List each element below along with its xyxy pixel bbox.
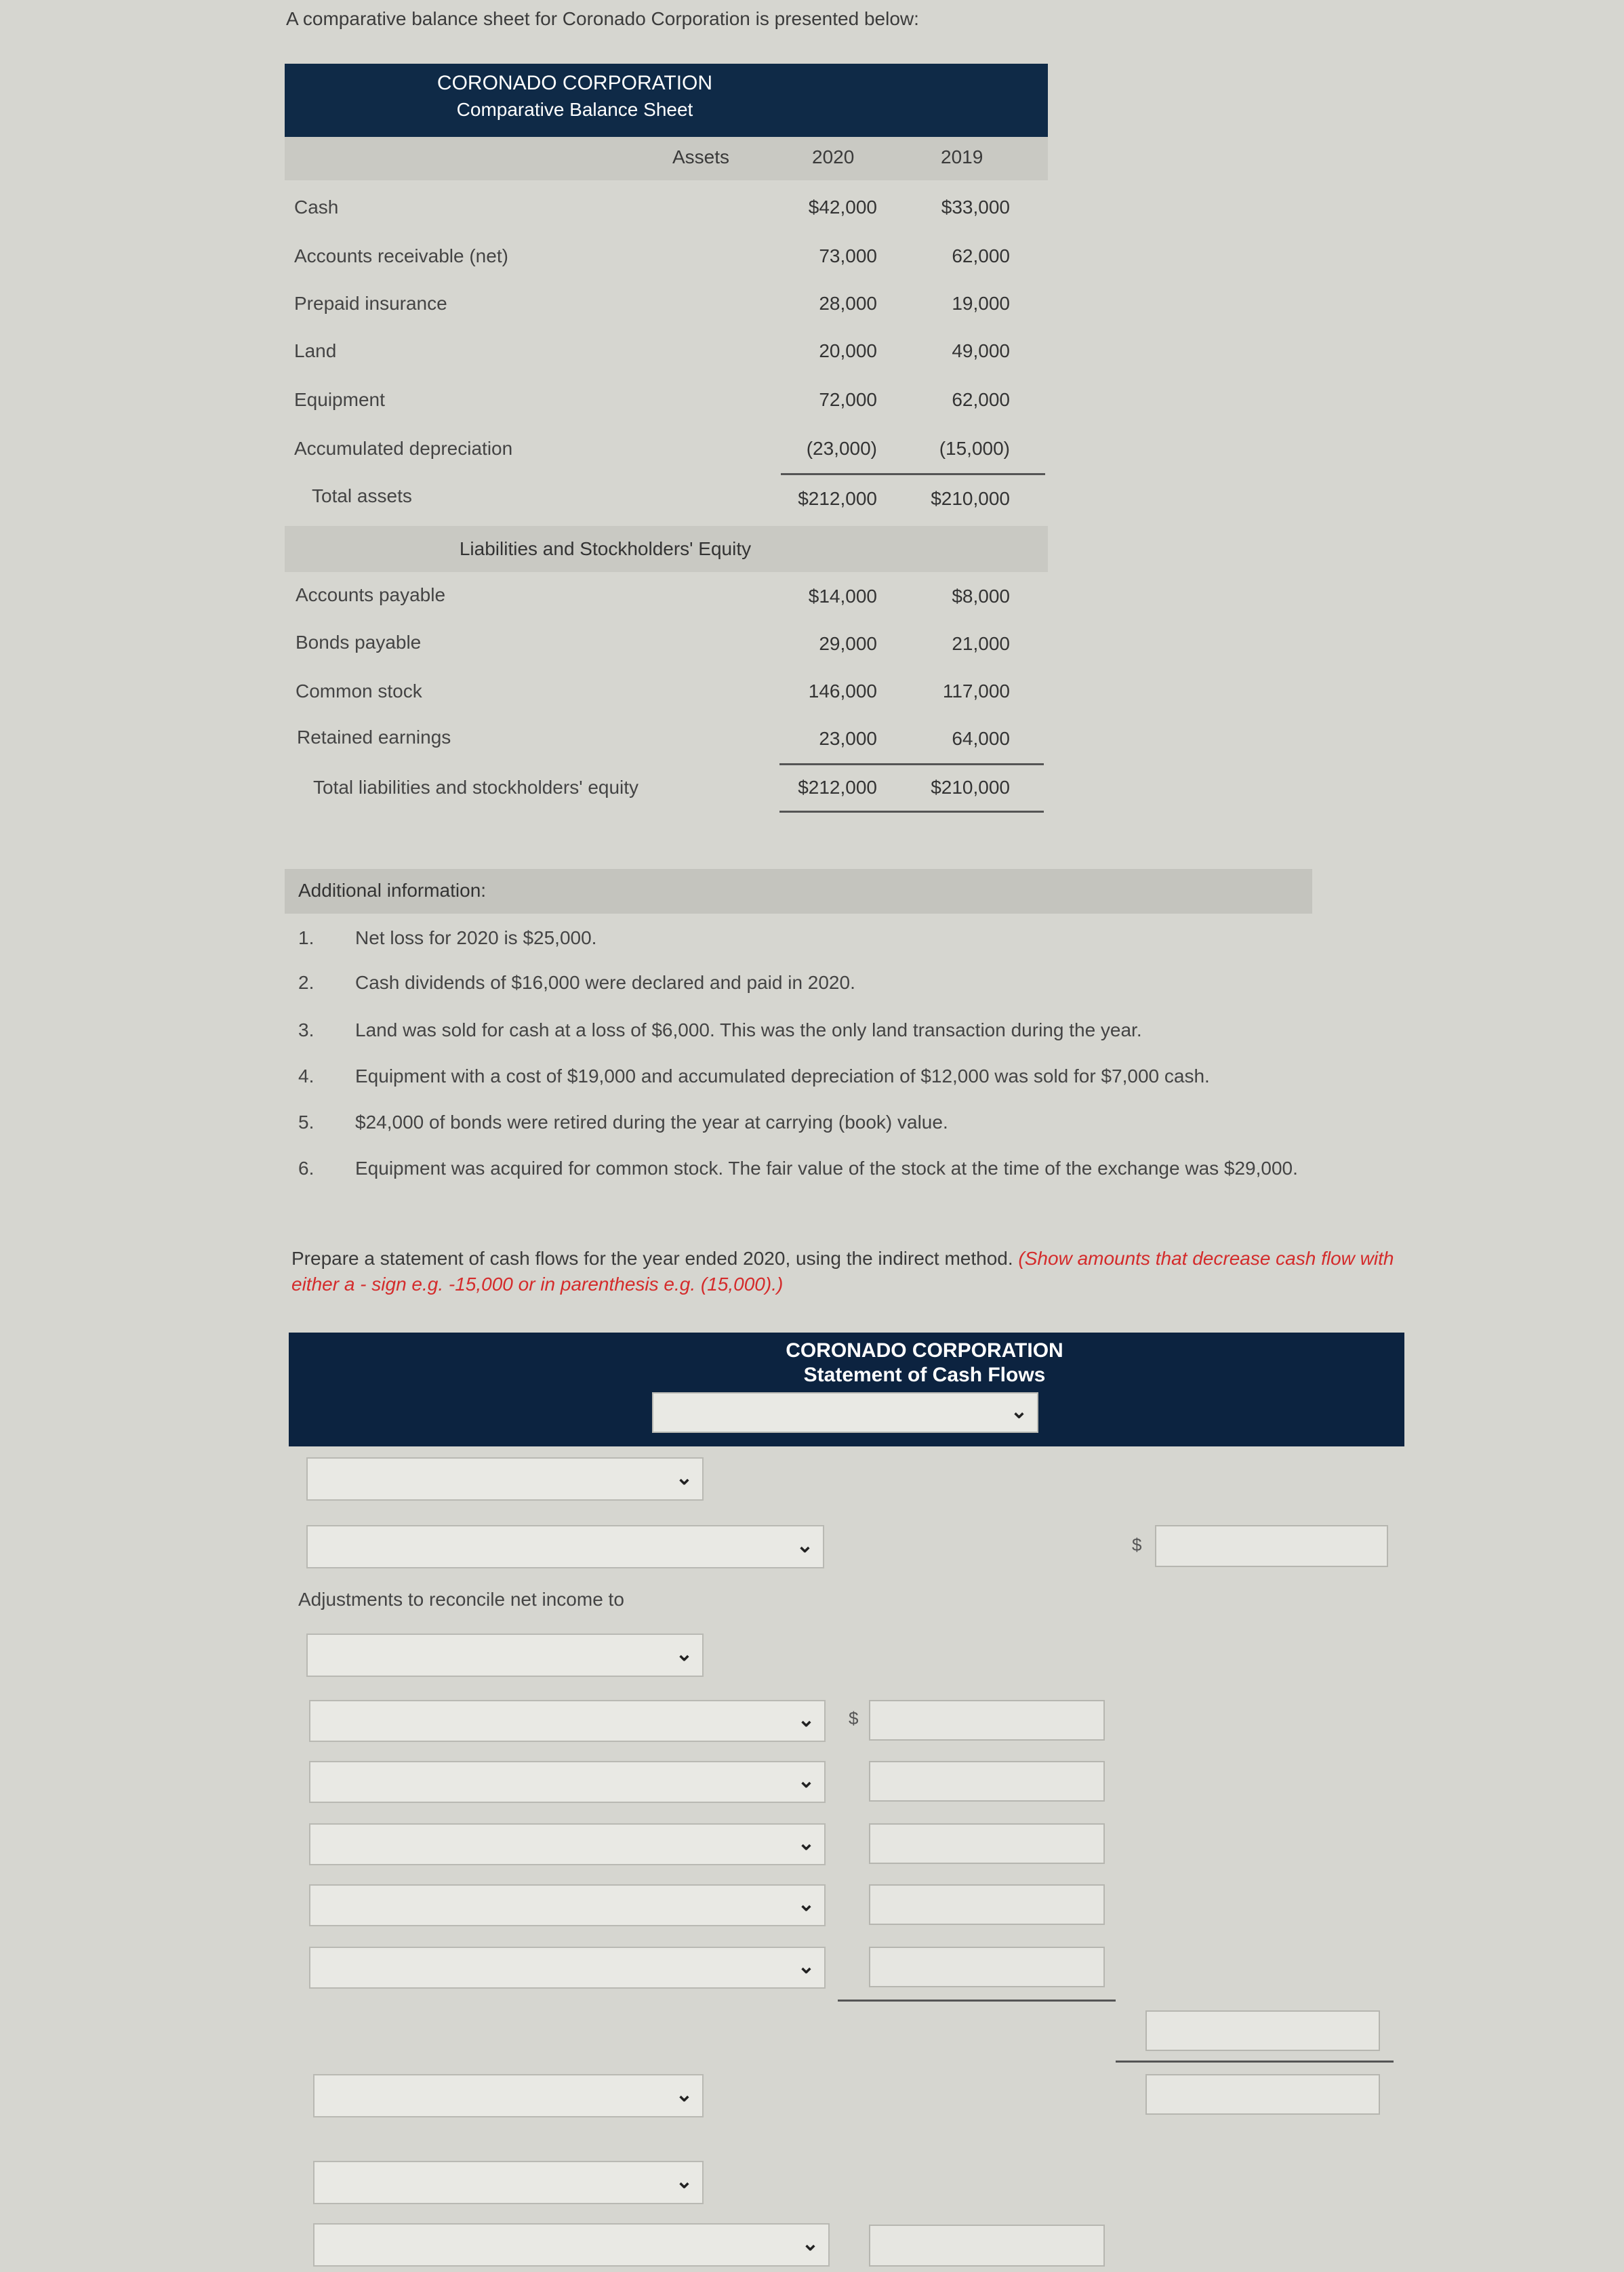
info-number: 4. xyxy=(298,1066,314,1087)
total-adjustments-input[interactable] xyxy=(1145,2010,1380,2051)
line-item-select[interactable] xyxy=(306,1525,824,1568)
asset-label: Accounts receivable (net) xyxy=(294,245,508,266)
asset-value-2019: (15,000) xyxy=(939,438,1010,459)
additional-info-header: Additional information: xyxy=(298,880,487,901)
chevron-down-icon: ⌄ xyxy=(796,1534,813,1557)
asset-value-2020: (23,000) xyxy=(806,438,877,459)
investing-item-select[interactable] xyxy=(313,2161,704,2204)
adjustments-label: Adjustments to reconcile net income to xyxy=(298,1589,624,1610)
total-liabilities-2020: $212,000 xyxy=(798,777,877,798)
liability-value-2020: 29,000 xyxy=(819,633,877,654)
liability-value-2020: $14,000 xyxy=(808,586,877,607)
asset-value-2020: $42,000 xyxy=(808,197,877,218)
year-2019-header: 2019 xyxy=(941,146,983,167)
chevron-down-icon: ⌄ xyxy=(1010,1400,1028,1423)
dollar-sign: $ xyxy=(849,1708,859,1728)
adjustment-amount-input[interactable] xyxy=(869,1700,1105,1741)
info-text: Equipment was acquired for common stock. The fair value of the stock at the time of the exchange was $29,000. xyxy=(355,1158,1298,1179)
adjustment-item-select[interactable] xyxy=(309,1947,826,1989)
liability-label: Accounts payable xyxy=(296,584,446,605)
investing-amount-input[interactable] xyxy=(869,2225,1105,2267)
info-number: 1. xyxy=(298,927,314,948)
additional-info-band xyxy=(285,869,1312,914)
period-select[interactable] xyxy=(652,1392,1038,1433)
chevron-down-icon: ⌄ xyxy=(797,1892,815,1915)
assets-header: Assets xyxy=(672,146,730,167)
liability-value-2019: 117,000 xyxy=(942,681,1010,702)
info-text: Equipment with a cost of $19,000 and accumulated depreciation of $12,000 was sold for $7,000 cash. xyxy=(355,1066,1210,1087)
total-liabilities-2019: $210,000 xyxy=(931,777,1010,798)
info-number: 5. xyxy=(298,1112,314,1133)
chevron-down-icon: ⌄ xyxy=(675,1642,693,1665)
adjustment-item-select[interactable] xyxy=(309,1823,826,1865)
asset-value-2019: 62,000 xyxy=(952,389,1010,410)
adjustment-item-select[interactable] xyxy=(309,1761,826,1803)
info-number: 3. xyxy=(298,1019,314,1040)
liability-value-2020: 146,000 xyxy=(808,681,877,702)
asset-label: Cash xyxy=(294,197,339,218)
info-text: Land was sold for cash at a loss of $6,000. This was the only land transaction during the year. xyxy=(355,1019,1142,1040)
total-assets-2020: $212,000 xyxy=(798,488,877,509)
asset-label: Land xyxy=(294,340,337,361)
cf-title: Statement of Cash Flows xyxy=(803,1364,1046,1386)
total-liabilities-label: Total liabilities and stockholders' equity xyxy=(313,777,639,798)
adjustment-item-select[interactable] xyxy=(309,1884,826,1926)
column-header-band xyxy=(285,137,1048,180)
liability-label: Retained earnings xyxy=(297,727,451,748)
chevron-down-icon: ⌄ xyxy=(675,1466,693,1489)
chevron-down-icon: ⌄ xyxy=(797,1955,815,1978)
chevron-down-icon: ⌄ xyxy=(797,1708,815,1731)
liability-label: Common stock xyxy=(296,681,422,702)
adjustments-select[interactable] xyxy=(306,1634,704,1677)
liability-label: Bonds payable xyxy=(296,632,422,653)
amount-input[interactable] xyxy=(1155,1525,1388,1567)
asset-value-2020: 72,000 xyxy=(819,389,877,410)
year-2020-header: 2020 xyxy=(812,146,855,167)
info-text: $24,000 of bonds were retired during the year at carrying (book) value. xyxy=(355,1112,948,1133)
subtotal-rule xyxy=(838,2000,1116,2002)
info-number: 2. xyxy=(298,972,314,993)
adjustment-amount-input[interactable] xyxy=(869,1823,1105,1864)
liability-value-2019: $8,000 xyxy=(952,586,1010,607)
asset-value-2019: $33,000 xyxy=(941,197,1010,218)
net-cash-input[interactable] xyxy=(1145,2074,1380,2115)
total-assets-2019: $210,000 xyxy=(931,488,1010,509)
asset-label: Equipment xyxy=(294,389,385,410)
info-text: Cash dividends of $16,000 were declared and paid in 2020. xyxy=(355,972,855,993)
chevron-down-icon: ⌄ xyxy=(675,2083,693,2106)
investing-line-select[interactable] xyxy=(313,2223,830,2267)
dollar-sign: $ xyxy=(1132,1535,1142,1555)
chevron-down-icon: ⌄ xyxy=(797,1831,815,1854)
subtotal-rule xyxy=(779,763,1044,765)
liability-value-2019: 21,000 xyxy=(952,633,1010,654)
balance-sheet-header xyxy=(285,64,1048,137)
asset-label: Prepaid insurance xyxy=(294,293,447,314)
asset-value-2020: 20,000 xyxy=(819,340,877,361)
total-rule xyxy=(1116,2061,1394,2063)
chevron-down-icon: ⌄ xyxy=(797,1769,815,1792)
total-assets-label: Total assets xyxy=(312,485,412,506)
liability-value-2020: 23,000 xyxy=(819,728,877,749)
info-number: 6. xyxy=(298,1158,314,1179)
liabilities-equity-band xyxy=(285,526,1048,572)
info-text: Net loss for 2020 is $25,000. xyxy=(355,927,597,948)
liabilities-equity-header: Liabilities and Stockholders' Equity xyxy=(459,538,752,559)
chevron-down-icon: ⌄ xyxy=(675,2170,693,2193)
prompt-note: (Show amounts that decrease cash flow with either a - sign e.g. -15,000 or in parenthesis e.g. (15,000).) xyxy=(291,1248,1394,1295)
question-prompt xyxy=(291,1246,1444,1297)
intro-text: A comparative balance sheet for Coronado Corporation is presented below: xyxy=(286,8,919,29)
company-name: CORONADO CORPORATION xyxy=(437,72,713,94)
asset-value-2020: 28,000 xyxy=(819,293,877,314)
adjustment-amount-input[interactable] xyxy=(869,1947,1105,1987)
adjustment-amount-input[interactable] xyxy=(869,1761,1105,1802)
cf-company-name: CORONADO CORPORATION xyxy=(786,1339,1063,1362)
prompt-text: Prepare a statement of cash flows for the year ended 2020, using the indirect method. xyxy=(291,1248,1013,1269)
asset-value-2020: 73,000 xyxy=(819,245,877,266)
asset-value-2019: 49,000 xyxy=(952,340,1010,361)
adjustment-amount-input[interactable] xyxy=(869,1884,1105,1925)
cash-flows-header xyxy=(289,1333,1404,1446)
investing-section-select[interactable] xyxy=(313,2074,704,2117)
section-select[interactable] xyxy=(306,1457,704,1501)
subtotal-rule xyxy=(781,473,1045,475)
balance-sheet-title: Comparative Balance Sheet xyxy=(456,99,693,120)
asset-value-2019: 62,000 xyxy=(952,245,1010,266)
liability-value-2019: 64,000 xyxy=(952,728,1010,749)
total-rule xyxy=(779,811,1044,813)
adjustment-item-select[interactable] xyxy=(309,1700,826,1742)
asset-label: Accumulated depreciation xyxy=(294,438,513,459)
asset-value-2019: 19,000 xyxy=(952,293,1010,314)
chevron-down-icon: ⌄ xyxy=(801,2232,819,2255)
